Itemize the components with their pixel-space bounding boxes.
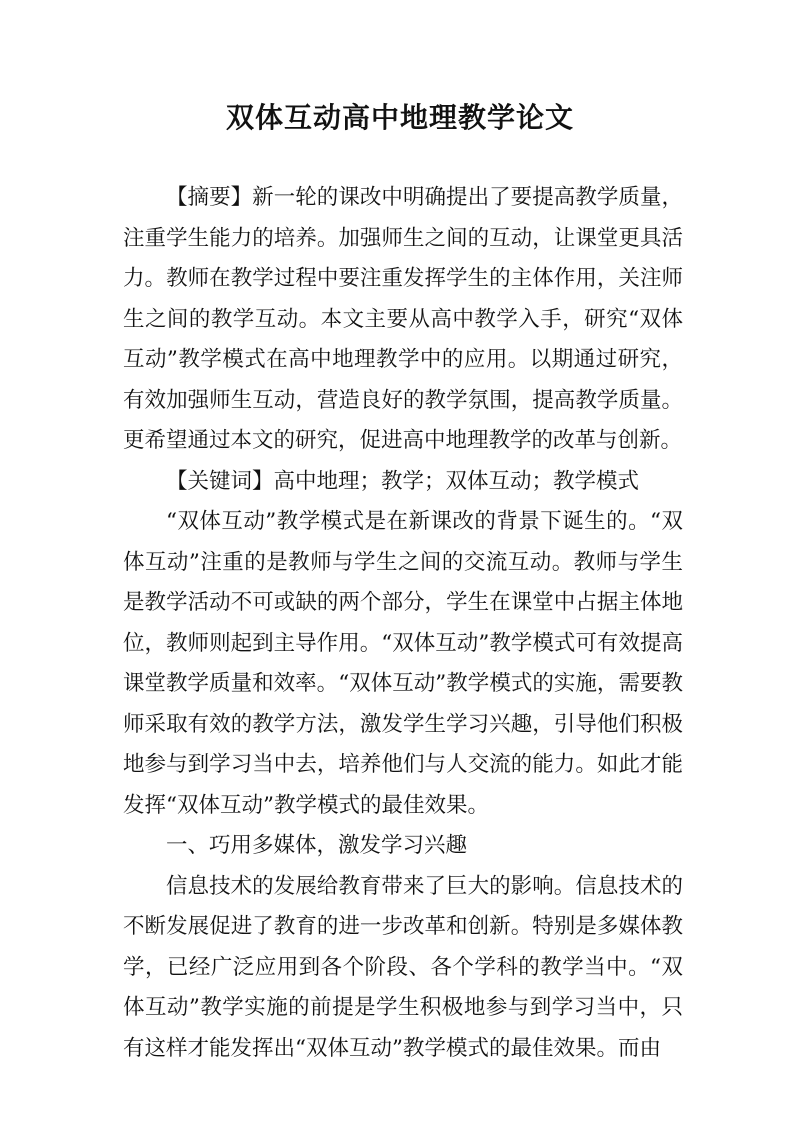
document-title: 双体互动高中地理教学论文 — [225, 101, 574, 134]
document-body — [123, 178, 683, 1069]
section-heading: 一、巧用多媒体，激发学习兴趣 — [166, 833, 468, 858]
abstract-paragraph: 【摘要】新一轮的课改中明确提出了要提高教学质量，注重学生能力的培养。加强师生之间的互动，让课堂更具活力。教师在教学过程中要注重发挥学生的主体作用，关注师生之间的教学互动。本文主要从高中教学入手，研究“双体互动”教学模式在高中地理教学中的应用。以期通过研究，有效加强师生互动，营造良好的教学氛围，提高教学质量。更希望通过本文的研究，促进高中地理教学的改革与创新。 — [123, 185, 683, 453]
intro-paragraph: “双体互动”教学模式是在新课改的背景下诞生的。“双体互动”注重的是教师与学生之间的交流互动。教师与学生是教学活动不可或缺的两个部分，学生在课堂中占据主体地位，教师则起到主导作用。“双体互动”教学模式可有效提高课堂教学质量和效率。“双体互动”教学模式的实施，需要教师采取有效的教学方法，激发学生学习兴趣，引导他们积极地参与到学习当中去，培养他们与人交流的能力。如此才能发挥“双体互动”教学模式的最佳效果。 — [123, 509, 683, 818]
keywords-paragraph: 【关键词】高中地理；教学；双体互动；教学模式 — [166, 468, 640, 494]
section-paragraph: 信息技术的发展给教育带来了巨大的影响。信息技术的不断发展促进了教育的进一步改革和创新。特别是多媒体教学，已经广泛应用到各个阶段、各个学科的教学当中。“双体互动”教学实施的前提是学生积极地参与到学习当中，只有这样才能发挥出“双体互动”教学模式的最佳效果。而由 — [123, 873, 683, 1061]
